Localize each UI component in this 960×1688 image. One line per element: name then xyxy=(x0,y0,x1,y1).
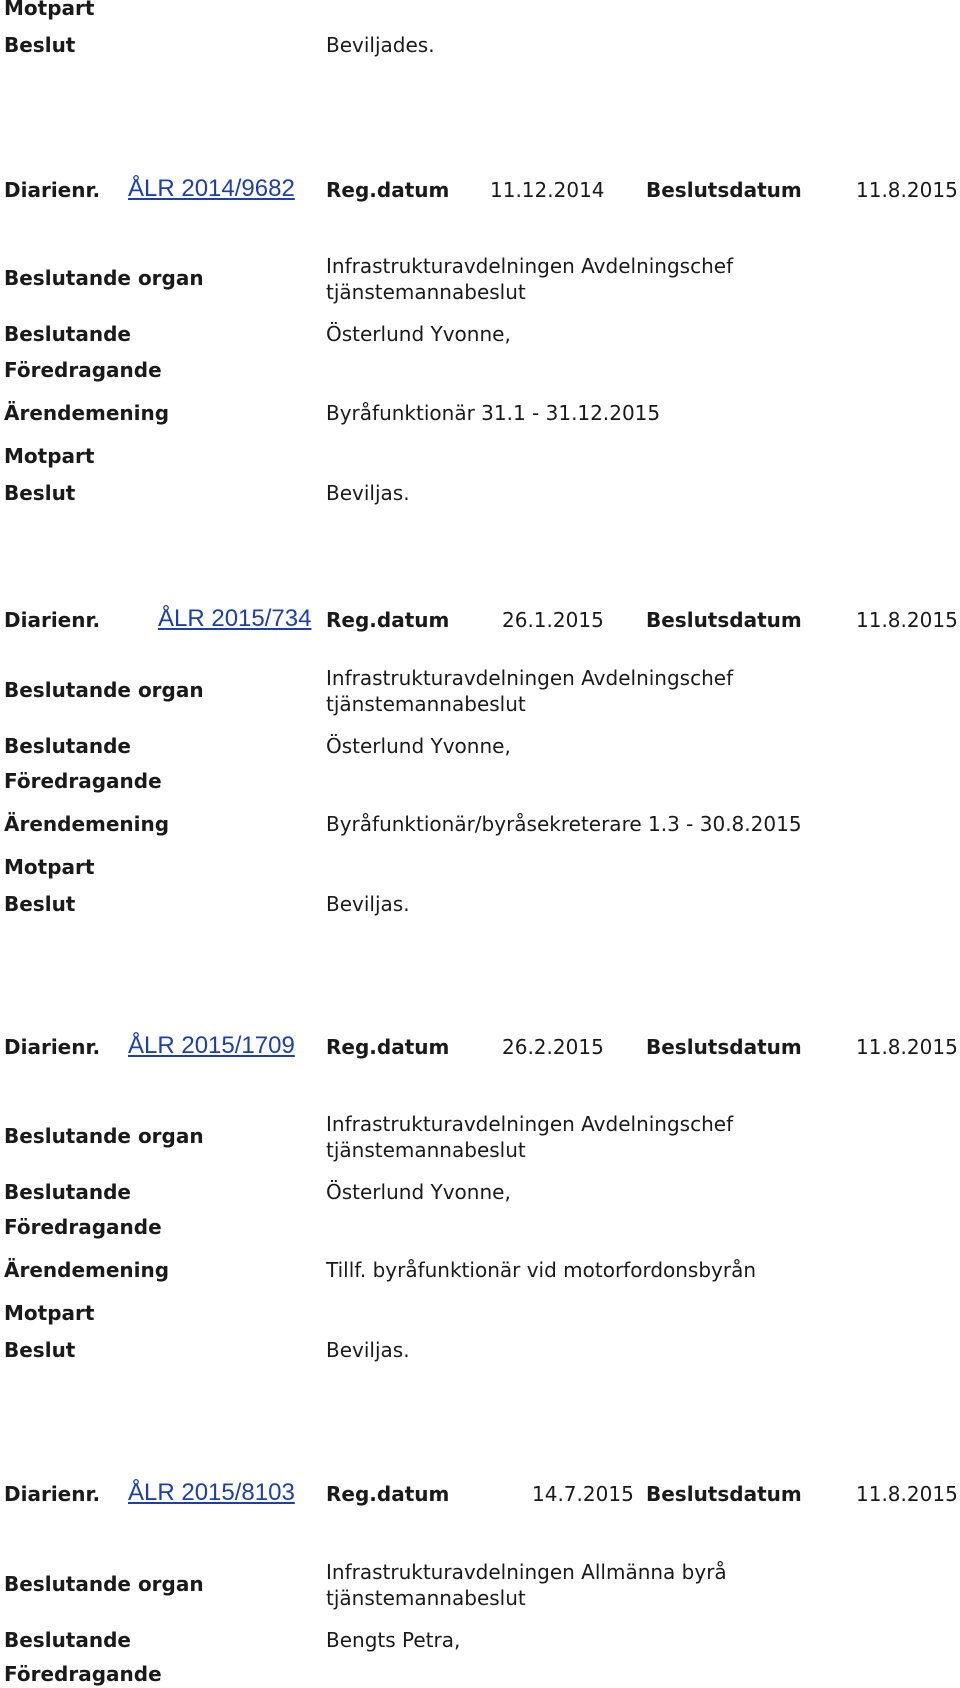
beslutande-value: Österlund Yvonne, xyxy=(326,322,511,346)
regdatum-label: Reg.datum xyxy=(326,1035,450,1059)
arendemening-label: Ärendemening xyxy=(4,1258,170,1282)
arendemening-label: Ärendemening xyxy=(4,812,170,836)
organ-line1: Infrastrukturavdelningen Avdelningschef xyxy=(326,666,734,690)
beslut-label: Beslut xyxy=(4,892,76,916)
regdatum-value: 14.7.2015 xyxy=(532,1482,634,1506)
beslutande-organ-label: Beslutande organ xyxy=(4,266,204,290)
beslutsdatum-value: 11.8.2015 xyxy=(856,1035,958,1059)
arendemening-value: Byråfunktionär/byråsekreterare 1.3 - 30.8.2015 xyxy=(326,812,802,836)
regdatum-label: Reg.datum xyxy=(326,608,450,632)
diarienr-label: Diarienr. xyxy=(4,178,101,202)
beslutsdatum-label: Beslutsdatum xyxy=(646,1482,802,1506)
diarienr-link[interactable]: ÅLR 2015/734 xyxy=(158,605,312,632)
motpart-label: Motpart xyxy=(4,855,95,879)
beslutande-value: Bengts Petra, xyxy=(326,1628,461,1652)
beslutsdatum-value: 11.8.2015 xyxy=(856,178,958,202)
organ-line2: tjänstemannabeslut xyxy=(326,280,526,304)
beslutsdatum-value: 11.8.2015 xyxy=(856,608,958,632)
diarienr-label: Diarienr. xyxy=(4,1482,101,1506)
beslutande-organ-label: Beslutande organ xyxy=(4,1124,204,1148)
foredragande-label: Föredragande xyxy=(4,1662,162,1686)
beslutsdatum-label: Beslutsdatum xyxy=(646,608,802,632)
arendemening-value: Tillf. byråfunktionär vid motorfordonsbyrån xyxy=(326,1258,757,1282)
organ-line2: tjänstemannabeslut xyxy=(326,1138,526,1162)
regdatum-label: Reg.datum xyxy=(326,178,450,202)
organ-line2: tjänstemannabeslut xyxy=(326,692,526,716)
beslutande-organ-label: Beslutande organ xyxy=(4,678,204,702)
diarienr-link[interactable]: ÅLR 2015/1709 xyxy=(128,1032,295,1059)
arendemening-value: Byråfunktionär 31.1 - 31.12.2015 xyxy=(326,401,661,425)
arendemening-label: Ärendemening xyxy=(4,401,170,425)
beslut-value: Beviljas. xyxy=(326,892,410,916)
organ-line1: Infrastrukturavdelningen Avdelningschef xyxy=(326,1112,734,1136)
beslutande-value: Österlund Yvonne, xyxy=(326,1180,511,1204)
organ-line2: tjänstemannabeslut xyxy=(326,1586,526,1610)
diarienr-link[interactable]: ÅLR 2014/9682 xyxy=(128,175,295,202)
beslut-value: Beviljas. xyxy=(326,481,410,505)
beslut-label: Beslut xyxy=(4,481,76,505)
foredragande-label: Föredragande xyxy=(4,1215,162,1239)
foredragande-label: Föredragande xyxy=(4,358,162,382)
beslut-label: Beslut xyxy=(4,33,76,57)
beslutande-label: Beslutande xyxy=(4,1628,131,1652)
motpart-label: Motpart xyxy=(4,444,95,468)
organ-line1: Infrastrukturavdelningen Avdelningschef xyxy=(326,254,734,278)
beslutsdatum-value: 11.8.2015 xyxy=(856,1482,958,1506)
regdatum-value: 26.1.2015 xyxy=(502,608,604,632)
beslutsdatum-label: Beslutsdatum xyxy=(646,178,802,202)
regdatum-label: Reg.datum xyxy=(326,1482,450,1506)
foredragande-label: Föredragande xyxy=(4,769,162,793)
beslutande-label: Beslutande xyxy=(4,322,131,346)
beslutande-label: Beslutande xyxy=(4,1180,131,1204)
regdatum-value: 11.12.2014 xyxy=(490,178,605,202)
beslutande-organ-label: Beslutande organ xyxy=(4,1572,204,1596)
motpart-label: Motpart xyxy=(4,0,95,20)
organ-line1: Infrastrukturavdelningen Allmänna byrå xyxy=(326,1560,727,1584)
motpart-label: Motpart xyxy=(4,1301,95,1325)
diarienr-label: Diarienr. xyxy=(4,608,101,632)
regdatum-value: 26.2.2015 xyxy=(502,1035,604,1059)
beslutsdatum-label: Beslutsdatum xyxy=(646,1035,802,1059)
beslutande-label: Beslutande xyxy=(4,734,131,758)
diarienr-link[interactable]: ÅLR 2015/8103 xyxy=(128,1479,295,1506)
beslut-value: Beviljades. xyxy=(326,33,435,57)
beslut-value: Beviljas. xyxy=(326,1338,410,1362)
beslutande-value: Österlund Yvonne, xyxy=(326,734,511,758)
beslut-label: Beslut xyxy=(4,1338,76,1362)
diarienr-label: Diarienr. xyxy=(4,1035,101,1059)
